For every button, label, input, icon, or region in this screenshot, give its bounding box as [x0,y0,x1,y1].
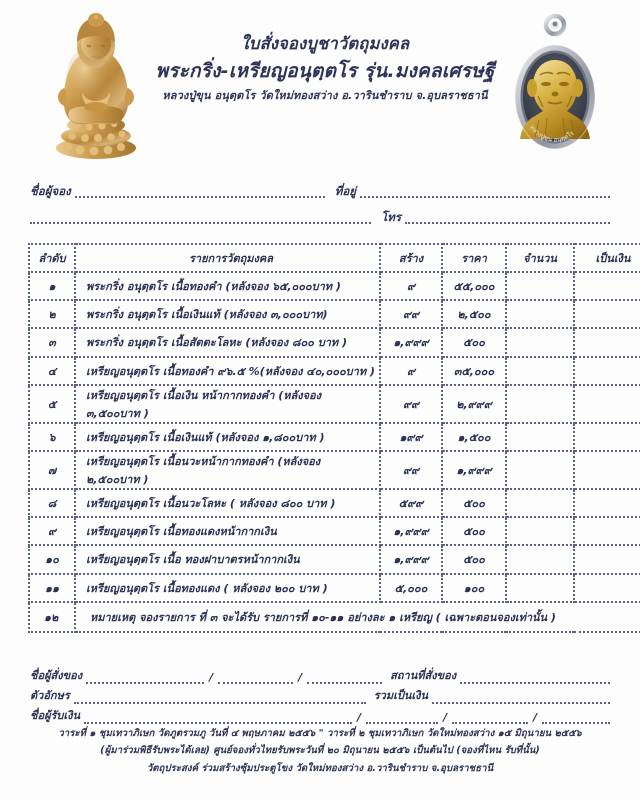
orderer-signature-row [0,664,640,684]
cell-qty[interactable] [506,300,574,328]
pickup-info-line: (ผู้มาร่วมพิธีรับพระได้เลย) ศูนย์จองทั่วไทยรับพระวันที่ ๒๐ มิถุนายน ๒๕๕๖ เป็นต้นไป (จองที่ไหน รับที่นั้น) [100,744,540,756]
phone-input[interactable] [405,211,610,224]
receiver-sep-2: / [443,711,448,724]
total-amount-label: รวมเป็นเงิน [373,689,428,702]
cell-sum[interactable] [574,517,640,545]
cell-no: ๑ [29,272,75,300]
cell-item: เหรียญอนุตฺตโร เนื้อนวะหน้ากากทองคำ (หลังจอง ๒,๕๐๐บาท ) [75,451,380,489]
cell-price: ๑๐๐ [442,574,506,602]
cell-price: ๕๐๐ [442,517,506,545]
cell-no: ๑๒ [29,602,75,632]
cell-item: เหรียญอนุตฺตโร เนื้อนวะโลหะ ( หลังจอง ๘๐๐ บาท ) [75,489,380,517]
receiver-sep-3: / [533,711,538,724]
receiver-input[interactable] [84,712,352,724]
cell-no: ๖ [29,423,75,451]
table-row [29,272,640,300]
receiver-row [0,704,640,724]
svg-text:หลวงปู่ขุน อนุตฺตโร: หลวงปู่ขุน อนุตฺตโร [528,124,576,144]
cell-qty[interactable] [506,545,574,573]
cell-item: พระกริ่ง อนุตฺตโร เนื้อเงินแท้ (หลังจอง ๓,๐๐๐บาท) [75,300,380,328]
table-row [29,489,640,517]
cell-no: ๔ [29,357,75,385]
letters-input[interactable] [74,692,366,704]
cell-price: ๒,๙๙๙ [442,385,506,423]
column-header-no: ลำดับ [29,244,75,272]
cell-made: ๙๙ [380,385,442,423]
ceremony-dates-line: วาระที่ ๑ ชุมเทวาภิเษก วัดภูตรวมภู วันที่ ๔ พฤษภาคม ๒๕๕๖ " วาระที่ ๒ ชุมเทวาภิเษก วัดใหม่ทองสว่าง ๑๕ มิถุนายน ๒๕๕๖ [58,728,582,739]
table-header-row [29,244,640,272]
signature-section [0,664,640,724]
cell-qty[interactable] [506,328,574,356]
total-amount-input[interactable] [432,692,610,704]
table-row [29,300,640,328]
cell-note-text: หมายเหตุ จองรายการ ที่ ๓ จะได้รับ รายการที่ ๑๐-๑๑ อย่างละ ๑ เหรียญ ( เฉพาะตอนจองเท่านั้น ) [75,602,640,632]
date-separator-2: / [298,671,303,684]
cell-sum[interactable] [574,272,640,300]
buddha-amulet-photo [44,12,148,164]
address-input-line2[interactable] [30,211,371,224]
cell-price: ๒,๕๐๐ [442,300,506,328]
cell-made: ๑๙๙ [380,423,442,451]
cell-price: ๑,๙๙๙ [442,451,506,489]
column-header-made: สร้าง [380,244,442,272]
orderer-signature-label: ชื่อผู้สั่งของ [30,669,83,682]
cell-price: ๕๕,๐๐๐ [442,272,506,300]
cell-qty[interactable] [506,517,574,545]
cell-price: ๕๐๐ [442,545,506,573]
receive-date-year-input[interactable] [542,712,610,724]
cell-no: ๙ [29,517,75,545]
orderer-name-input[interactable] [75,185,325,198]
cell-no: ๘ [29,489,75,517]
cell-no: ๑๑ [29,574,75,602]
cell-sum[interactable] [574,545,640,573]
cell-no: ๒ [29,300,75,328]
table-row [29,545,640,573]
form-title-series: พระกริ่ง-เหรียญอนุตฺตโร รุ่น.มงคลเศรษฐี [155,59,495,82]
cell-price: ๕๐๐ [442,328,506,356]
cell-sum[interactable] [574,300,640,328]
column-header-qty: จำนวน [506,244,574,272]
cell-made: ๑,๙๙๙ [380,328,442,356]
table-row [29,385,640,423]
column-header-price: ราคา [442,244,506,272]
cell-qty[interactable] [506,423,574,451]
order-place-input[interactable] [460,672,610,684]
orderer-name-label: ชื่อผู้จอง [30,184,71,199]
cell-qty[interactable] [506,385,574,423]
cell-sum[interactable] [574,328,640,356]
cell-qty[interactable] [506,489,574,517]
cell-sum[interactable] [574,489,640,517]
phone-label: โทร [381,210,401,225]
table-row [29,574,640,602]
footer-section [0,726,640,778]
cell-made: ๙๙ [380,451,442,489]
address-label: ที่อยู่ [334,184,356,199]
cell-qty[interactable] [506,272,574,300]
cell-made: ๕,๐๐๐ [380,574,442,602]
table-row [29,451,640,489]
cell-made: ๙ [380,357,442,385]
table-row [29,357,640,385]
cell-sum[interactable] [574,451,640,489]
order-place-label: สถานที่สั่งของ [390,669,457,682]
cell-item: เหรียญอนุตฺตโร เนื้อเงิน หน้ากากทองคำ (หลังจอง ๓,๕๐๐บาท ) [75,385,380,423]
order-date-month-input[interactable] [307,672,382,684]
cell-qty[interactable] [506,574,574,602]
cell-made: ๑,๙๙๙ [380,545,442,573]
orderer-name-row [0,172,640,198]
cell-price: ๕๐๐ [442,489,506,517]
table-body [29,272,640,632]
cell-item: เหรียญอนุตฺตโร เนื้อทองคำ ๙๖.๕ %(หลังจอง ๔๐,๐๐๐บาท ) [75,357,380,385]
orderer-signature-input[interactable] [86,672,204,684]
cell-no: ๗ [29,451,75,489]
cell-made: ๙ [380,272,442,300]
cell-no: ๑๐ [29,545,75,573]
address-input[interactable] [360,185,610,198]
cell-sum[interactable] [574,423,640,451]
form-title-temple: หลวงปู่ขุน อนุตฺตโร วัดใหม่ทองสว่าง อ.วารินชำราบ จ.อุบลราชธานี [162,89,488,103]
cell-made: ๑,๙๙๙ [380,517,442,545]
cell-item: เหรียญอนุตฺตโร เนื้อ ทองฝาบาตรหน้ากากเงิน [75,545,380,573]
cell-sum[interactable] [574,385,640,423]
cell-made: ๕๙๙ [380,489,442,517]
cell-item: เหรียญอนุตฺตโร เนื้อเงินแท้ (หลังจอง ๑,๘๐๐บาท ) [75,423,380,451]
table-row [29,423,640,451]
table-row [29,517,640,545]
column-header-sum: เป็นเงิน [574,244,640,272]
cell-qty[interactable] [506,451,574,489]
cell-item: พระกริ่ง อนุตฺตโร เนื้อทองคำ (หลังจอง ๖๕,๐๐๐บาท ) [75,272,380,300]
cell-price: ๑,๕๐๐ [442,423,506,451]
receiver-sep-1: / [357,711,362,724]
cell-item: พระกริ่ง อนุตฺตโร เนื้อสัตตะโลหะ (หลังจอง ๘๐๐ บาท ) [75,328,380,356]
table-row [29,328,640,356]
cell-sum[interactable] [574,574,640,602]
customer-info-section [0,172,640,224]
cell-qty[interactable] [506,357,574,385]
cell-made: ๙๙ [380,300,442,328]
form-header [0,0,640,172]
phone-row [0,198,640,224]
title-block [150,32,500,107]
cell-item: เหรียญอนุตฺตโร เนื้อทองแดงหน้ากากเงิน [75,517,380,545]
letters-label: ตัวอักษร [30,689,70,702]
cell-item: เหรียญอนุตฺตโร เนื้อทองแดง ( หลังจอง ๒๐๐ บาท ) [75,574,380,602]
date-separator-1: / [209,671,214,684]
letters-row [0,684,640,704]
purpose-line: วัตถุประสงค์ ร่วมสร้างซุ้มประตูโขง วัดใหม่ทองสว่าง อ.วารินชำราบ จ.อุบลราชธานี [146,763,494,774]
cell-sum[interactable] [574,357,640,385]
cell-no: ๓ [29,328,75,356]
order-items-table [28,243,640,633]
table-note-row [29,602,640,632]
form-title-main: ใบสั่งจองบูชาวัตถุมงคล [240,34,410,53]
order-date-day-input[interactable] [218,672,293,684]
receive-date-day-input[interactable] [366,712,438,724]
receiver-label: ชื่อผู้รับเงิน [30,709,81,722]
cell-price: ๓๕,๐๐๐ [442,357,506,385]
receive-date-month-input[interactable] [452,712,528,724]
column-header-item: รายการวัตถุมงคล [75,244,380,272]
monk-medallion-photo [505,12,605,162]
cell-no: ๕ [29,385,75,423]
